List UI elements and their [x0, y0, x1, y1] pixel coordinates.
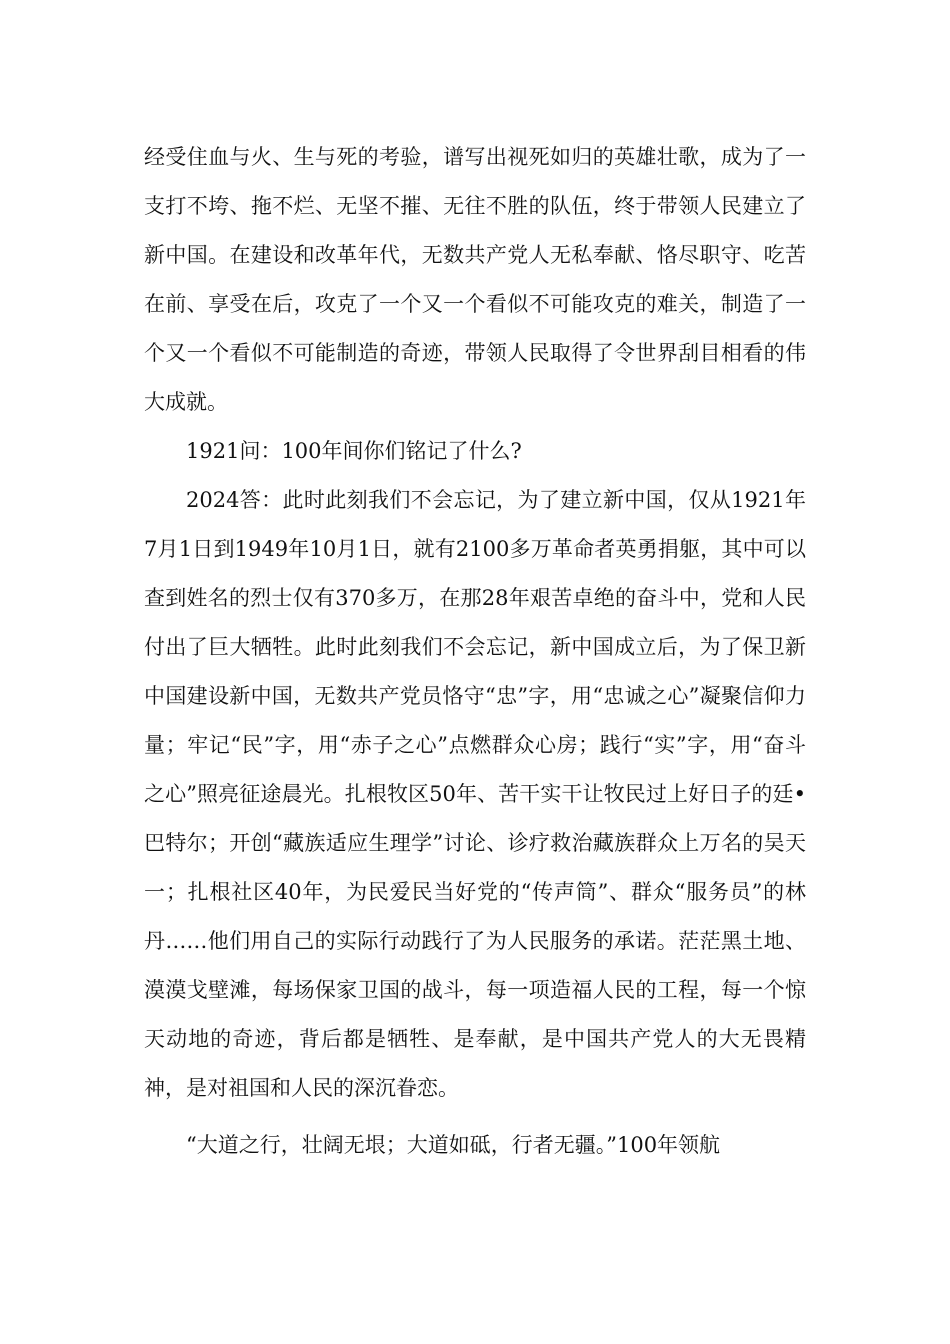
paragraph-quote: “大道之行，壮阔无垠；大道如砥，行者无疆。”100年领航 [186, 1133, 721, 1157]
paragraph-answer: 2024答：此时此刻我们不会忘记，为了建立新中国，仅从1921年7月1日到1949年10月1日，就有2100多万革命者英勇捐躯，其中可以查到姓名的烈士仅有370多万，在那28年艰苦卓绝的奋斗中，党和人民付出了巨大牺牲。此时此刻我们不会忘记，新中国成立后，为了保卫新中国建设新中国，无数共产党员恪守“忠”字，用“忠诚之心”凝聚信仰力量；牢记“民”字，用“赤子之心”点燃群众心房；践行“实”字，用“奋斗之心”照亮征途晨光。扎根牧区50年、苦干实干让牧民过上好日子的廷•巴特尔；开创“藏族适应生理学”讨论、诊疗救治藏族群众上万名的吴天一；扎根社区40年，为民爱民当好党的“传声筒”、群众“服务员”的林丹……他们用自己的实际行动践行了为人民服务的承诺。茫茫黑土地、漠漠戈壁滩，每场保家卫国的战斗，每一项造福人民的工程，每一个惊天动地的奇迹，背后都是牺牲、是奉献，是中国共产党人的大无畏精神，是对祖国和人民的深沉眷恋。 [144, 488, 806, 1100]
paragraph-continuation: 经受住血与火、生与死的考验，谱写出视死如归的英雄壮歌，成为了一支打不垮、拖不烂、无坚不摧、无往不胜的队伍，终于带领人民建立了新中国。在建设和改革年代，无数共产党人无私奉献、恪尽职守、吃苦在前、享受在后，攻克了一个又一个看似不可能攻克的难关，制造了一个又一个看似不可能制造的奇迹，带领人民取得了令世界刮目相看的伟大成就。 [144, 145, 806, 414]
paragraph-question: 1921问：100年间你们铭记了什么? [186, 439, 522, 463]
document-body [144, 133, 806, 1170]
